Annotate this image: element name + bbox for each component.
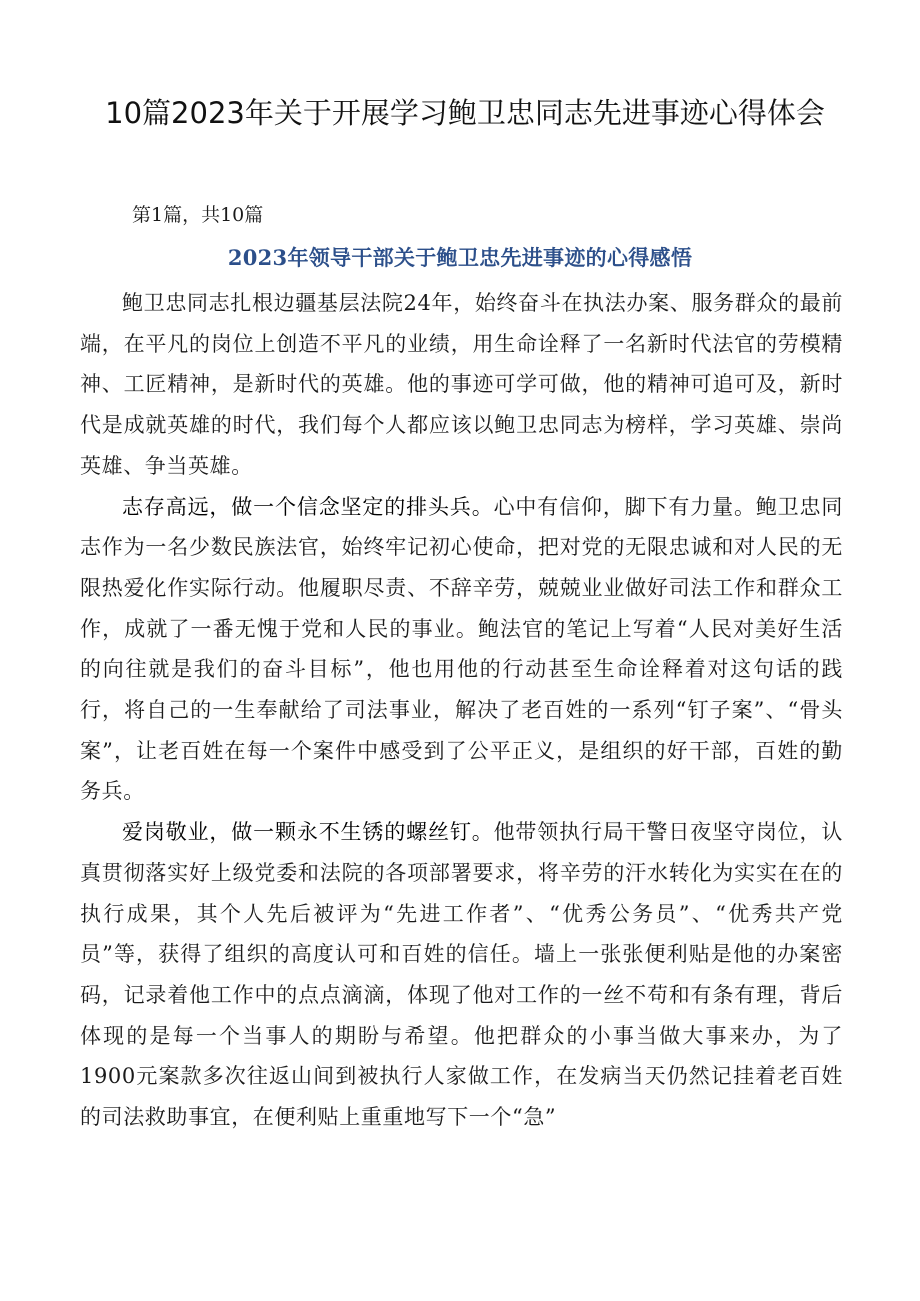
paragraph-text: 鲍卫忠同志扎根边疆基层法院24年，始终奋斗在执法办案、服务群众的最前端，在平凡的岗位上创造不平凡的业绩，用生命诠释了一名新时代法官的劳模精神、工匠精神，是新时代的英雄。他的事迹可学可做，他的精神可追可及，新时代是成就英雄的时代，我们每个人都应该以鲍卫忠同志为榜样，学习英雄、崇尚英雄、争当英雄。 [80, 291, 843, 478]
section-title: 2023年领导干部关于鲍卫忠先进事迹的心得感悟 [227, 245, 693, 270]
paragraph-lead: 爱岗敬业，做一颗永不生锈的螺丝钉。 [122, 820, 494, 845]
document-title: 10篇2023年关于开展学习鲍卫忠同志先进事迹心得体会 [105, 96, 825, 130]
paragraph-lead: 志存高远，做一个信念坚定的排头兵。 [122, 494, 494, 519]
paragraph-ideals [80, 487, 843, 813]
body-text [80, 283, 843, 1138]
paragraph-dedication [80, 812, 843, 1138]
paragraph-intro [80, 283, 843, 487]
paragraph-text: 他带领执行局干警日夜坚守岗位，认真贯彻落实好上级党委和法院的各项部署要求，将辛劳的汗水转化为实实在在的执行成果，其个人先后被评为“先进工作者”、“优秀公务员”、“优秀共产党员”等，获得了组织的高度认可和百姓的信任。墙上一张张便利贴是他的办案密码，记录着他工作中的点点滴滴，体现了他对工作的一丝不苟和有条有理，背后体现的是每一个当事人的期盼与希望。他把群众的小事当做大事来办，为了1900元案款多次往返山间到被执行人家做工作，在发病当天仍然记挂着老百姓的司法救助事宜，在便利贴上重重地写下一个“急” [80, 820, 843, 1130]
part-label: 第1篇，共10篇 [132, 204, 264, 226]
paragraph-text: 心中有信仰，脚下有力量。鲍卫忠同志作为一名少数民族法官，始终牢记初心使命，把对党的无限忠诚和对人民的无限热爱化作实际行动。他履职尽责、不辞辛劳，兢兢业业做好司法工作和群众工作，成就了一番无愧于党和人民的事业。鲍法官的笔记上写着“人民对美好生活的向往就是我们的奋斗目标”，他也用他的行动甚至生命诠释着对这句话的践行，将自己的一生奉献给了司法事业，解决了老百姓的一系列“钉子案”、“骨头案”，让老百姓在每一个案件中感受到了公平正义，是组织的好干部，百姓的勤务兵。 [80, 494, 843, 804]
